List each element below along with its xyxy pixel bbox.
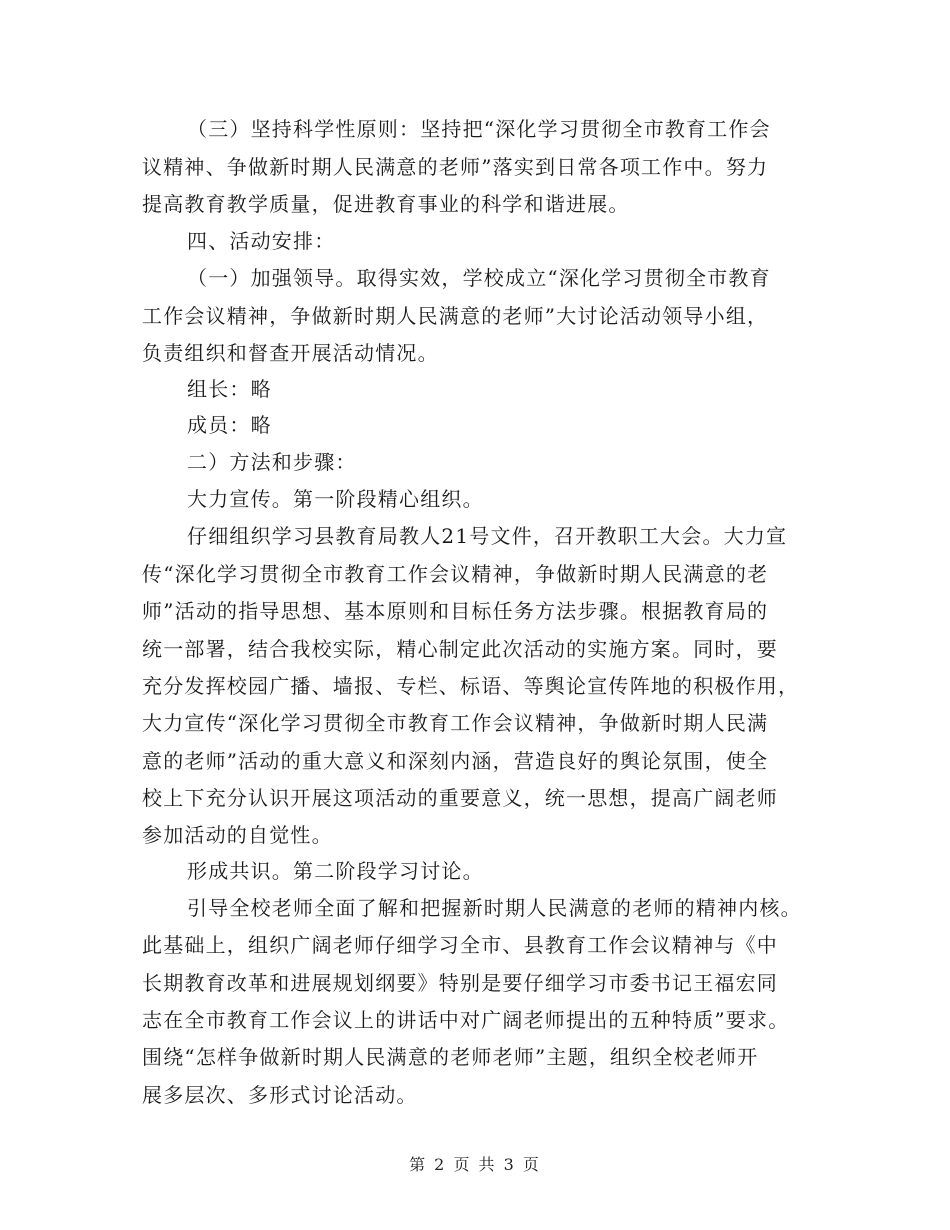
text-line: 组长：略 bbox=[187, 377, 272, 401]
text-line: 成员：略 bbox=[187, 413, 272, 437]
text-line: 志在全市教育工作会议上的讲话中对广阔老师提出的五种特质”要求。 bbox=[142, 1008, 790, 1032]
text-line: 统一部署，结合我校实际，精心制定此次活动的实施方案。同时，要 bbox=[142, 637, 778, 661]
text-line: 师”活动的指导思想、基本原则和目标任务方法步骤。根据教育局的 bbox=[142, 599, 769, 623]
text-line: 大力宣传。第一阶段精心组织。 bbox=[187, 487, 484, 511]
text-line: 大力宣传“深化学习贯彻全市教育工作会议精神，争做新时期人民满 bbox=[142, 711, 769, 735]
text-line: （三）坚持科学性原则：坚持把“深化学习贯彻全市教育工作会 bbox=[187, 117, 771, 141]
text-line: 长期教育改革和进展规划纲要》特别是要仔细学习市委书记王福宏同 bbox=[142, 971, 778, 995]
text-line: 形成共识。第二阶段学习讨论。 bbox=[187, 859, 484, 883]
text-line: 传“深化学习贯彻全市教育工作会议精神，争做新时期人民满意的老 bbox=[142, 562, 769, 586]
text-line: 参加活动的自觉性。 bbox=[142, 823, 333, 847]
page-number-footer: 第 2 页 共 3 页 bbox=[409, 1155, 541, 1174]
text-line: 负责组织和督查开展活动情况。 bbox=[142, 341, 439, 365]
text-line: 此基础上，组织广阔老师仔细学习全市、县教育工作会议精神与《中 bbox=[142, 933, 778, 957]
text-line: 工作会议精神，争做新时期人民满意的老师”大讨论活动领导小组， bbox=[142, 304, 769, 328]
subsection-heading: 二）方法和步骤： bbox=[187, 450, 357, 474]
text-line: 仔细组织学习县教育局教人21号文件，召开教职工大会。大力宣 bbox=[187, 524, 788, 548]
text-line: 围绕“怎样争做新时期人民满意的老师老师”主题，组织全校老师开 bbox=[142, 1045, 759, 1069]
text-line: 展多层次、多形式讨论活动。 bbox=[142, 1083, 418, 1107]
text-line: 校上下充分认识开展这项活动的重要意义，统一思想，提高广阔老师 bbox=[142, 786, 778, 810]
text-line: 充分发挥校园广播、墙报、专栏、标语、等舆论宣传阵地的积极作用， bbox=[142, 674, 800, 698]
section-heading: 四、活动安排： bbox=[187, 229, 336, 253]
text-line: 意的老师”活动的重大意义和深刻内涵，营造良好的舆论氛围，使全 bbox=[142, 749, 769, 773]
text-line: （一）加强领导。取得实效，学校成立“深化学习贯彻全市教育 bbox=[187, 266, 771, 290]
text-line: 议精神、争做新时期人民满意的老师”落实到日常各项工作中。努力 bbox=[142, 155, 769, 179]
text-line: 提高教育教学质量，促进教育事业的科学和谐进展。 bbox=[142, 192, 630, 216]
text-line: 引导全校老师全面了解和把握新时期人民满意的老师的精神内核。 bbox=[187, 896, 802, 920]
